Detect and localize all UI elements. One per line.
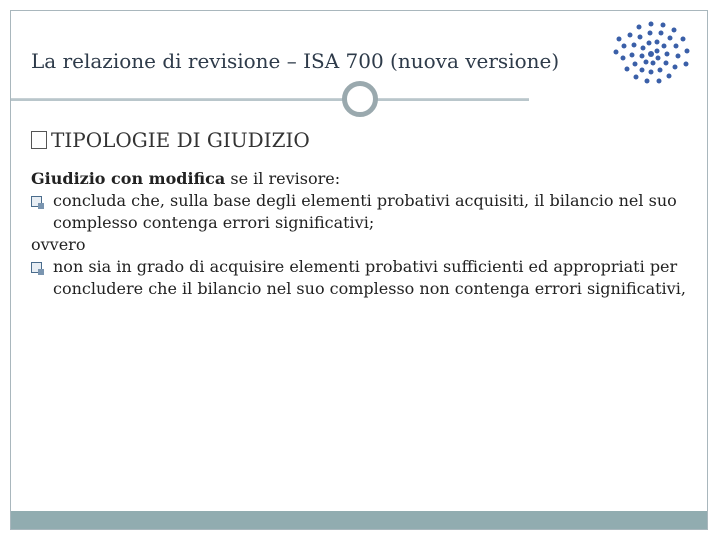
bullet-1-text: concluda che, sulla base degli elementi probativi acquisiti, il bilancio nel suo complesso contenga errori significativi; xyxy=(53,191,677,232)
footer-bar xyxy=(11,511,707,529)
body-text xyxy=(31,168,701,300)
square-box-icon xyxy=(31,131,47,149)
divider-ring-icon xyxy=(342,81,378,117)
bullet-item-1 xyxy=(31,190,701,234)
slide xyxy=(10,10,708,530)
bullet-2-text: non sia in grado di acquisire elementi probativi sufficienti ed appropriati per concludere che il bilancio nel suo complesso non contenga errori significativi, xyxy=(53,257,686,298)
intro-line xyxy=(31,168,701,190)
title-divider xyxy=(11,99,529,101)
bullet-item-2 xyxy=(31,256,701,300)
spiral-dots-logo-icon xyxy=(611,19,691,89)
connector-text: ovvero xyxy=(31,235,86,254)
intro-rest: se il revisore: xyxy=(225,169,341,188)
section-heading-text: TIPOLOGIE DI GIUDIZIO xyxy=(51,128,310,152)
section-heading xyxy=(31,128,310,152)
slide-title: La relazione di revisione – ISA 700 (nuova versione) xyxy=(31,49,560,73)
square-bullet-icon xyxy=(31,262,42,273)
square-bullet-icon xyxy=(31,196,42,207)
intro-bold: Giudizio con modifica xyxy=(31,169,226,188)
